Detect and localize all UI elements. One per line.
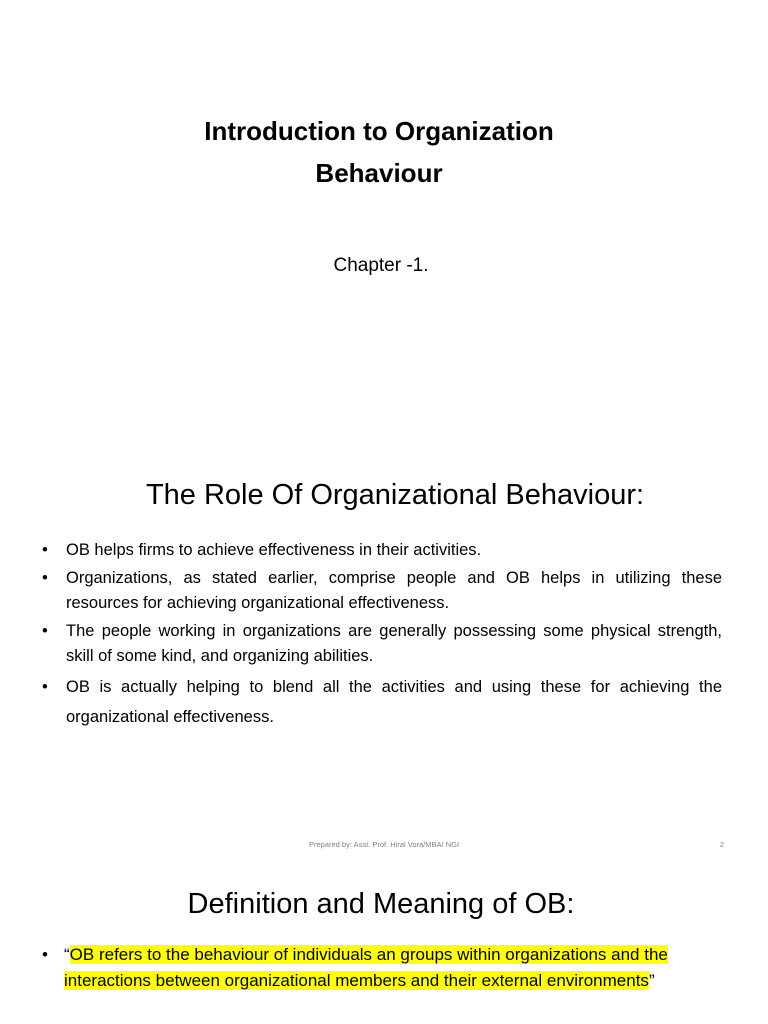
role-bullet-list bbox=[42, 538, 722, 735]
role-heading: The Role Of Organizational Behaviour: bbox=[145, 479, 645, 511]
list-item bbox=[42, 566, 722, 616]
close-quote: ” bbox=[648, 971, 655, 990]
bullet-icon: • bbox=[42, 541, 48, 559]
bullet-text: OB is actually helping to blend all the activities and using these for achieving the organizational effectiveness. bbox=[66, 678, 722, 726]
bullet-text: Organizations, as stated earlier, comprise people and OB helps in utilizing these resources for achieving organizational effectiveness. bbox=[66, 569, 722, 612]
page-number: 2 bbox=[719, 840, 724, 849]
definition-bullet bbox=[42, 942, 748, 994]
title-line-1: Introduction to Organization bbox=[204, 116, 554, 146]
page-title bbox=[0, 110, 758, 194]
bullet-text: The people working in organizations are generally possessing some physical strength, skill of some kind, and organizing abilities. bbox=[66, 622, 722, 665]
bullet-icon: • bbox=[42, 678, 48, 696]
list-item bbox=[42, 538, 722, 563]
open-quote: “ bbox=[64, 945, 70, 964]
slide-footer bbox=[0, 840, 768, 854]
bullet-icon: • bbox=[42, 569, 48, 587]
definition-highlight: OB refers to the behaviour of individuals an groups within organizations and the interactions between organizational members and their external environments bbox=[64, 945, 668, 990]
bullet-icon: • bbox=[42, 945, 48, 964]
footer-credit: Prepared by: Asst. Prof. Hiral Vora/MBA/ NGI bbox=[308, 840, 460, 849]
list-item bbox=[42, 672, 722, 732]
bullet-text: OB helps firms to achieve effectiveness in their activities. bbox=[66, 541, 482, 559]
title-line-2: Behaviour bbox=[315, 158, 443, 188]
chapter-subtitle: Chapter -1. bbox=[333, 255, 429, 276]
list-item bbox=[42, 619, 722, 669]
definition-heading: Definition and Meaning of OB: bbox=[187, 888, 575, 920]
bullet-icon: • bbox=[42, 622, 48, 640]
